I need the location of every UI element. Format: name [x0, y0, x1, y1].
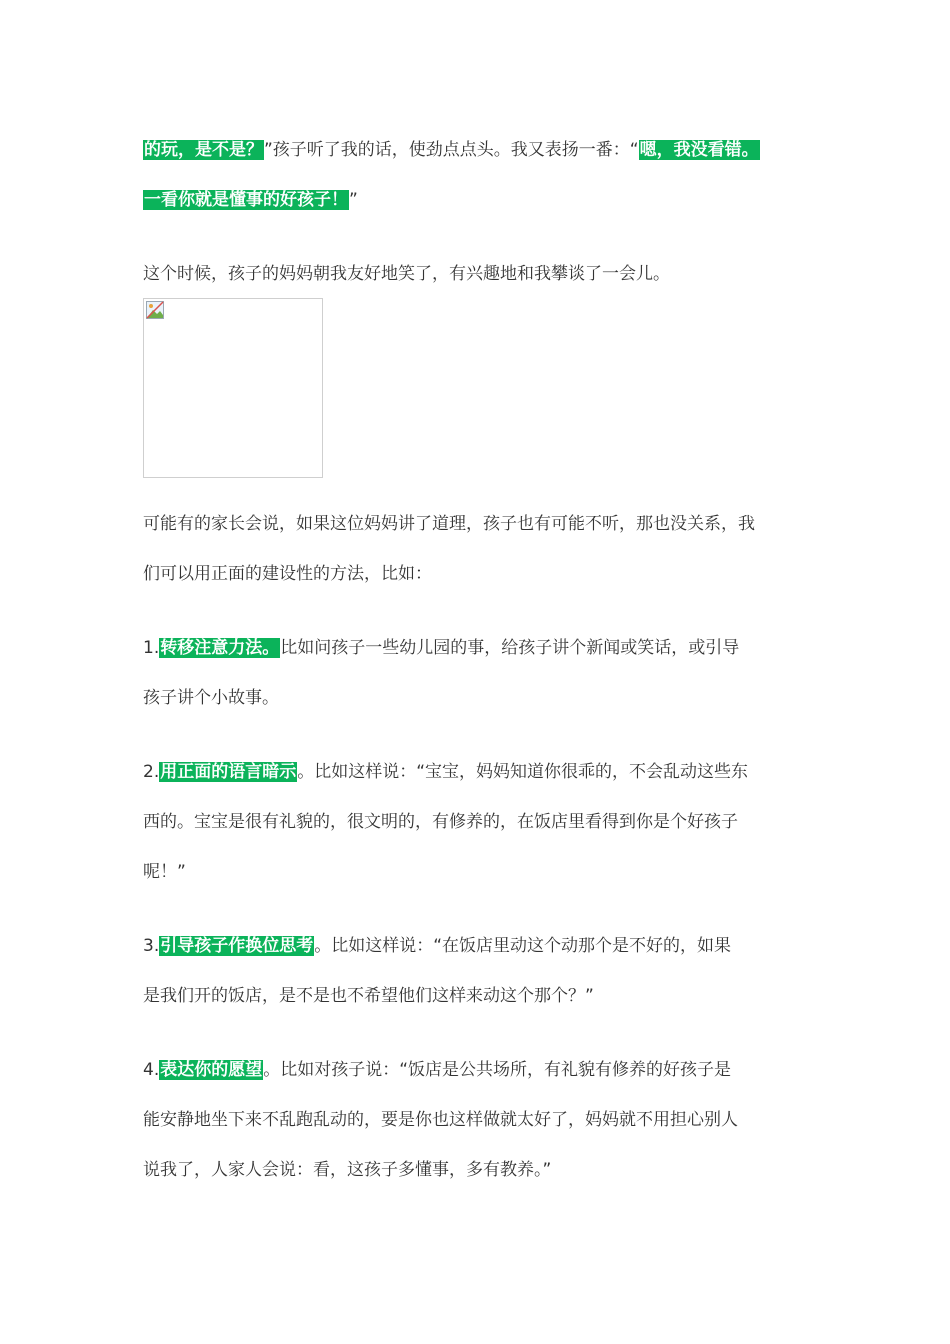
body-text: 。比如这样说：“宝宝，妈妈知道你很乖的，不会乱动这些东: [297, 762, 749, 782]
paragraph-line: 是我们开的饭店，是不是也不希望他们这样来动这个那个？”: [143, 986, 594, 1006]
list-item: [143, 636, 739, 660]
highlight-text: 一看你就是懂事的好孩子！: [144, 190, 348, 210]
broken-image-icon: [146, 301, 164, 319]
highlight-text: 表达你的愿望: [160, 1060, 263, 1080]
item-number: 4.: [143, 1060, 160, 1080]
highlight-text: 引导孩子作换位思考: [160, 936, 314, 956]
body-text: 。比如这样说：“在饭店里动这个动那个是不好的，如果: [314, 936, 732, 956]
list-item: [143, 760, 748, 784]
highlight-text: 用正面的语言暗示: [160, 762, 297, 782]
body-text: ”: [349, 190, 358, 210]
body-text: ”孩子听了我的话，使劲点点头。我又表扬一番：“: [264, 140, 639, 160]
body-text: 。比如对孩子说：“饭店是公共场所，有礼貌有修养的好孩子是: [263, 1060, 732, 1080]
image-placeholder: [143, 298, 323, 478]
paragraph-line: 西的。宝宝是很有礼貌的，很文明的，有修养的，在饭店里看得到你是个好孩子: [143, 812, 738, 832]
paragraph-line: 这个时候，孩子的妈妈朝我友好地笑了，有兴趣地和我攀谈了一会儿。: [143, 264, 670, 284]
highlight-text: 嗯，我没看错。: [639, 140, 759, 160]
paragraph-line: 们可以用正面的建设性的方法，比如：: [143, 564, 432, 584]
paragraph-line: 呢！”: [143, 862, 186, 882]
paragraph-line: 孩子讲个小故事。: [143, 688, 279, 708]
paragraph-line: 能安静地坐下来不乱跑乱动的，要是你也这样做就太好了，妈妈就不用担心别人: [143, 1110, 738, 1130]
paragraph-line: 可能有的家长会说，如果这位妈妈讲了道理，孩子也有可能不听，那也没关系，我: [143, 514, 755, 534]
list-item: [143, 1058, 731, 1082]
paragraph-line: 说我了，人家人会说：看，这孩子多懂事，多有教养。”: [143, 1160, 552, 1180]
paragraph-line: [143, 188, 358, 212]
item-number: 2.: [143, 762, 160, 782]
item-number: 3.: [143, 936, 160, 956]
body-text: 比如问孩子一些幼儿园的事，给孩子讲个新闻或笑话，或引导: [280, 638, 740, 658]
list-item: [143, 934, 731, 958]
item-number: 1.: [143, 638, 160, 658]
paragraph-line: [143, 138, 760, 162]
highlight-text: 转移注意力法。: [160, 638, 280, 658]
highlight-text: 的玩，是不是？: [144, 140, 263, 160]
